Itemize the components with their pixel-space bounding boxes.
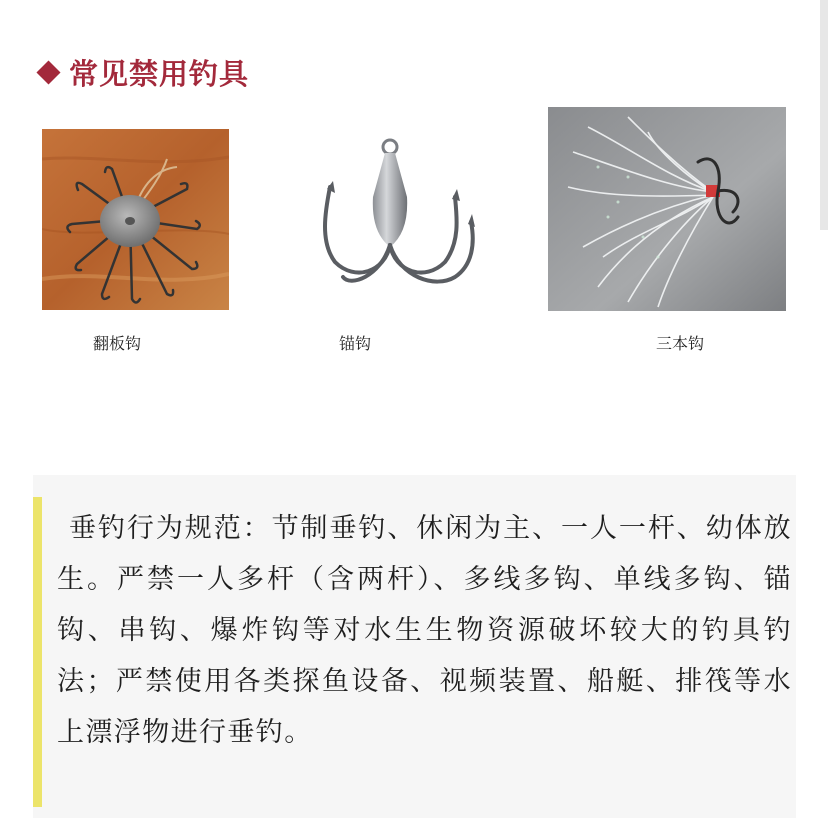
notice-accent-bar <box>33 497 42 807</box>
scroll-edge-bar <box>820 0 828 230</box>
diamond-bullet-icon <box>36 60 60 84</box>
flip-plate-hook-photo <box>42 129 229 310</box>
fishing-rules-notice <box>33 475 796 818</box>
caption-treble-hook: 三本钩 <box>655 334 704 353</box>
notice-text: 垂钓行为规范：节制垂钓、休闲为主、一人一杆、幼体放生。严禁一人多杆（含两杆）、多线多钩、单线多钩、锚钩、串钩、爆炸钩等对水生生物资源破坏较大的钓具钓法；严禁使用各类探鱼设备、视频装置、船艇、排筏等水上漂浮物进行垂钓。 <box>57 513 792 748</box>
section-title: 常见禁用钓具 <box>69 57 250 91</box>
anchor-hook-photo <box>305 137 485 293</box>
section-heading <box>38 52 249 93</box>
treble-hook-fly-photo <box>548 107 786 311</box>
caption-flip-plate-hook: 翻板钩 <box>92 334 141 353</box>
caption-anchor-hook: 锚钩 <box>338 334 371 353</box>
